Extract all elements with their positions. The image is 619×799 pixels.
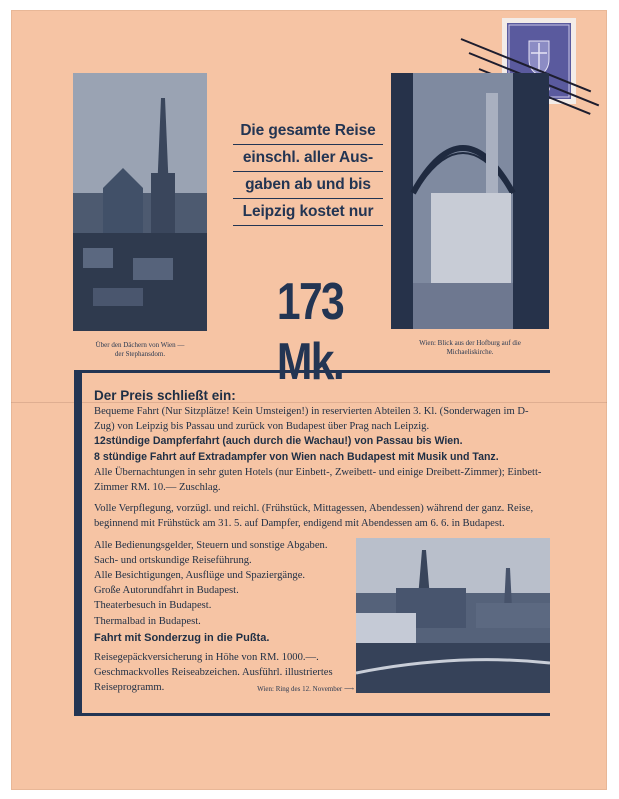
box-highlight: 8 stündige Fahrt auf Extradampfer von Wien nach Budapest mit Musik und Tanz. xyxy=(94,450,499,463)
left-photo-caption: Über den Dächern von Wien — der Stephansdom. xyxy=(95,341,185,358)
cathedral-illustration xyxy=(73,73,207,331)
list-item: Reisegepäckversicherung in Höhe von RM. 1000.—. xyxy=(94,652,319,664)
list-item: Thermalbad in Budapest. xyxy=(94,615,201,627)
hofburg-photo xyxy=(391,73,549,329)
price: 173 Mk. xyxy=(276,273,344,391)
box-highlight: Fahrt mit Sonderzug in die Pußta. xyxy=(94,631,270,644)
list-item: Alle Bedienungsgelder, Steuern und sonstige Abgaben. xyxy=(94,539,328,551)
list-item: Große Autorundfahrt in Budapest. xyxy=(94,585,239,597)
box-paragraph: Bequeme Fahrt (Nur Sitzplätze! Kein Umsteigen!) in reservierten Abteilen 3. Kl. (Sonderwagen im D-Zug) von Leipzig bis Passau und zurück von Budapest über Prag nach Leipzig. xyxy=(94,406,529,433)
right-photo-caption: Wien: Blick aus der Hofburg auf die Michaeliskirche. xyxy=(419,339,521,356)
box-paragraph: Volle Verpflegung, vorzügl. und reichl. (Frühstück, Mittagessen, Abendessen) während der ganz. Reise, beginnend mit Frühstück am 31. 5. auf Dampfer, endigend mit Abendessen am 6. 6. in Budapest. xyxy=(94,503,534,530)
headline xyxy=(233,118,383,226)
included-list xyxy=(94,538,359,696)
box-title: Der Preis schließt ein: xyxy=(94,388,236,403)
arrow-right-icon: ⟶ xyxy=(343,685,354,693)
headline-line: Leipzig kostet nur xyxy=(233,199,383,226)
hofburg-gate-illustration xyxy=(391,73,549,329)
list-item: Geschmackvolles Reiseabzeichen. Ausführl. illustriertes xyxy=(94,667,333,679)
headline-line: Die gesamte Reise xyxy=(233,118,383,145)
stephansdom-photo xyxy=(73,73,207,331)
list-item: Sach- und ortskundige Reiseführung. xyxy=(94,554,252,566)
headline-line: einschl. aller Aus- xyxy=(233,145,383,172)
box-accent-bar xyxy=(74,373,82,713)
list-item: Theaterbesuch in Budapest. xyxy=(94,600,212,612)
price-includes-box xyxy=(74,370,550,716)
ring-photo-caption: Wien: Ring des 12. November ⟶ xyxy=(257,685,354,693)
box-highlight: 12stündige Dampferfahrt (auch durch die Wachau!) von Passau bis Wien. xyxy=(94,435,463,448)
list-item: Reiseprogramm. xyxy=(94,682,165,694)
list-item: Alle Besichtigungen, Ausflüge und Spaziergänge. xyxy=(94,570,306,582)
headline-line: gaben ab und bis xyxy=(233,172,383,199)
ring-photo xyxy=(356,538,550,693)
city-hall-illustration xyxy=(356,538,550,693)
box-paragraph: Alle Übernachtungen in sehr guten Hotels (nur Einbett-, Zweibett- und einige Dreibett-Zimmer); Einbett-Zimmer RM. 10.— Zuschlag. xyxy=(94,466,542,494)
